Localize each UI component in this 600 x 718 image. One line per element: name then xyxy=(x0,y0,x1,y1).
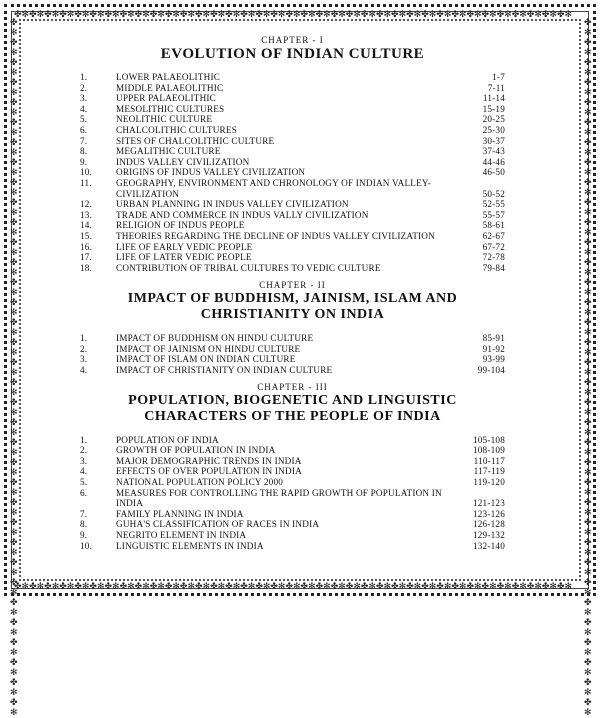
entry-number: 14. xyxy=(80,220,93,231)
entry-title: THEORIES REGARDING THE DECLINE OF INDUS VALLEY CIVILIZATION xyxy=(116,230,435,241)
border-ornament-left: ✤✻✤✻✤✻✤✻✤✻✤✻✤✻✤✻✤✻✤✻✤✻✤✻✤✻✤✻✤✻✤✻✤✻✤✻✤✻✤✻✤✻✤✻✤✻✤✻✤✻✤✻✤✻✤✻✤✻✤✻✤✻✤✻✤✻✤✻✤✻ xyxy=(10,18,18,718)
toc-entry xyxy=(80,344,505,355)
entry-pages: 129-132 xyxy=(472,530,505,540)
entry-title: MESOLITHIC CULTURES xyxy=(116,103,225,114)
entry-pages: 55-57 xyxy=(482,209,505,220)
entry-title: FAMILY PLANNING IN INDIA xyxy=(116,508,244,519)
entry-title: RELIGION OF INDUS PEOPLE xyxy=(116,220,245,231)
entry-pages: 91-92 xyxy=(482,343,505,354)
entry-title: LINGUISTIC ELEMENTS IN INDIA xyxy=(116,540,264,551)
toc-entry xyxy=(80,445,505,456)
entry-pages: 20-25 xyxy=(482,114,505,125)
toc-entry xyxy=(80,519,505,530)
entry-title: GUHA'S CLASSIFICATION OF RACES IN INDIA xyxy=(116,519,320,530)
toc-entry xyxy=(80,220,505,231)
border-ornament-right: ✤✻✤✻✤✻✤✻✤✻✤✻✤✻✤✻✤✻✤✻✤✻✤✻✤✻✤✻✤✻✤✻✤✻✤✻✤✻✤✻✤✻✤✻✤✻✤✻✤✻✤✻✤✻✤✻✤✻✤✻✤✻✤✻✤✻✤✻✤✻ xyxy=(584,18,592,718)
toc-entry xyxy=(80,242,505,253)
entry-title: TRADE AND COMMERCE IN INDUS VALLY CIVILIZATION xyxy=(116,209,369,220)
entry-number: 6. xyxy=(80,487,88,498)
entry-pages: 110-117 xyxy=(473,455,505,466)
toc-entry xyxy=(80,104,505,115)
entry-pages: 7-11 xyxy=(487,82,505,93)
entry-number: 2. xyxy=(80,445,88,456)
toc-entry xyxy=(80,456,505,467)
entry-title: NEOLITHIC CULTURE xyxy=(116,114,213,125)
entry-number: 7. xyxy=(80,508,88,519)
entry-number: 10. xyxy=(80,167,93,178)
entry-pages: 119-120 xyxy=(473,477,505,488)
entry-title: CHALCOLITHIC CULTURES xyxy=(116,124,238,135)
toc-entry xyxy=(80,509,505,520)
entry-pages: 117-119 xyxy=(473,466,505,477)
toc-entry xyxy=(80,488,505,509)
entry-pages: 85-91 xyxy=(482,333,505,344)
entry-pages: 25-30 xyxy=(482,124,505,135)
toc-entry xyxy=(80,157,505,168)
entry-title: MEGALITHIC CULTURE xyxy=(116,146,221,157)
chapter-section xyxy=(80,280,505,375)
toc-entry xyxy=(80,146,505,157)
entry-pages: 62-67 xyxy=(482,230,505,241)
entry-pages: 108-109 xyxy=(472,445,505,456)
entry-number: 12. xyxy=(80,199,93,210)
entry-pages: 37-43 xyxy=(482,146,505,157)
toc-entry xyxy=(80,210,505,221)
chapter-title: IMPACT OF BUDDHISM, JAINISM, ISLAM AND CHRISTIANITY ON INDIA xyxy=(127,291,458,323)
toc-entry xyxy=(80,72,505,83)
chapter-title: POPULATION, BIOGENETIC AND LINGUISTIC CHARACTERS OF THE PEOPLE OF INDIA xyxy=(128,392,457,424)
entry-number: 4. xyxy=(80,365,88,376)
entry-title: URBAN PLANNING IN INDUS VALLEY CIVILIZATION xyxy=(116,199,349,210)
toc-entry xyxy=(80,114,505,125)
entry-number: 6. xyxy=(80,124,88,135)
toc-entry xyxy=(80,231,505,242)
entry-number: 5. xyxy=(80,477,88,488)
toc-entry xyxy=(80,83,505,94)
entry-number: 3. xyxy=(80,93,88,104)
toc-entry xyxy=(80,541,505,552)
entry-title: IMPACT OF ISLAM ON INDIAN CULTURE xyxy=(116,354,296,365)
entry-number: 3. xyxy=(80,455,88,466)
toc-entry xyxy=(80,466,505,477)
entry-title: GEOGRAPHY, ENVIRONMENT AND CHRONOLOGY OF INDIAN VALLEY-CIVILIZATION xyxy=(116,177,431,199)
entry-title: LIFE OF LATER VEDIC PEOPLE xyxy=(116,252,252,263)
entry-number: 1. xyxy=(80,333,88,344)
entry-number: 13. xyxy=(80,209,93,220)
entry-title: CONTRIBUTION OF TRIBAL CULTURES TO VEDIC CULTURE xyxy=(116,262,381,273)
entry-pages: 50-52 xyxy=(482,188,505,199)
entry-title: MIDDLE PALAEOLITHIC xyxy=(116,82,224,93)
entry-title: MAJOR DEMOGRAPHIC TRENDS IN INDIA xyxy=(116,455,302,466)
entry-title: SITES OF CHALCOLITHIC CULTURE xyxy=(116,135,275,146)
entry-pages: 123-126 xyxy=(472,508,505,519)
entry-pages: 44-46 xyxy=(482,156,505,167)
entry-title: IMPACT OF JAINISM ON HINDU CULTURE xyxy=(116,343,301,354)
entry-number: 2. xyxy=(80,82,88,93)
entry-pages: 72-78 xyxy=(482,252,505,263)
toc-entry xyxy=(80,93,505,104)
toc-entry xyxy=(80,263,505,274)
entry-number: 17. xyxy=(80,252,93,263)
entry-number: 11. xyxy=(80,177,92,188)
entry-pages: 67-72 xyxy=(482,241,505,252)
entry-number: 15. xyxy=(80,230,93,241)
entry-title: UPPER PALAEOLITHIC xyxy=(116,93,216,104)
border-ornament-bottom: ✤✻✤✻✤✻✤✻✤✻✤✻✤✻✤✻✤✻✤✻✤✻✤✻✤✻✤✻✤✻✤✻✤✻✤✻✤✻✤✻✤✻✤✻✤✻✤✻✤✻✤✻✤✻✤✻✤✻✤✻✤✻✤✻✤✻✤✻✤✻✤✻✤✻ xyxy=(14,582,573,592)
entry-title: POPULATION OF INDIA xyxy=(116,434,219,445)
border-ornament-top: ✤✻✤✻✤✻✤✻✤✻✤✻✤✻✤✻✤✻✤✻✤✻✤✻✤✻✤✻✤✻✤✻✤✻✤✻✤✻✤✻✤✻✤✻✤✻✤✻✤✻✤✻✤✻✤✻✤✻✤✻✤✻✤✻✤✻✤✻✤✻✤✻✤✻ xyxy=(14,10,573,20)
toc-entry xyxy=(80,199,505,210)
toc-entry xyxy=(80,125,505,136)
entry-pages: 105-108 xyxy=(472,434,505,445)
entry-number: 4. xyxy=(80,466,88,477)
entry-title: LIFE OF EARLY VEDIC PEOPLE xyxy=(116,241,253,252)
entry-title: INDUS VALLEY CIVILIZATION xyxy=(116,156,250,167)
toc-entry xyxy=(80,354,505,365)
entry-pages: 99-104 xyxy=(477,365,505,376)
entry-pages: 126-128 xyxy=(472,519,505,530)
entry-pages: 121-123 xyxy=(472,498,505,509)
entry-number: 18. xyxy=(80,262,93,273)
entry-number: 1. xyxy=(80,72,88,82)
entry-pages: 11-14 xyxy=(482,93,505,104)
entry-pages: 30-37 xyxy=(482,135,505,146)
entry-pages: 15-19 xyxy=(482,103,505,114)
entry-number: 10. xyxy=(80,540,93,551)
toc-entry xyxy=(80,530,505,541)
entry-pages: 132-140 xyxy=(472,540,505,551)
entry-title: IMPACT OF CHRISTIANITY ON INDIAN CULTURE xyxy=(116,365,333,376)
entry-number: 1. xyxy=(80,434,88,445)
chapter-title: EVOLUTION OF INDIAN CULTURE xyxy=(160,46,425,62)
entry-number: 4. xyxy=(80,103,88,114)
toc-entry xyxy=(80,167,505,178)
chapter-label: CHAPTER - I xyxy=(261,35,324,45)
chapter-section xyxy=(80,35,505,273)
entry-title: GROWTH OF POPULATION IN INDIA xyxy=(116,445,276,456)
entry-number: 8. xyxy=(80,146,88,157)
entry-number: 16. xyxy=(80,241,93,252)
toc-entry xyxy=(80,136,505,147)
entry-pages: 93-99 xyxy=(482,354,505,365)
entry-number: 7. xyxy=(80,135,88,146)
entry-title: LOWER PALAEOLITHIC xyxy=(116,72,221,82)
table-of-contents xyxy=(80,35,505,551)
entry-pages: 79-84 xyxy=(482,262,505,273)
entry-pages: 58-61 xyxy=(482,220,505,231)
chapter-label: CHAPTER - II xyxy=(259,280,326,291)
entry-title: MEASURES FOR CONTROLLING THE RAPID GROWTH OF POPULATION IN INDIA xyxy=(116,487,442,509)
toc-entry xyxy=(80,252,505,263)
entry-title: EFFECTS OF OVER POPULATION IN INDIA xyxy=(116,466,302,477)
toc-entry xyxy=(80,435,505,446)
toc-entry xyxy=(80,333,505,344)
entry-number: 9. xyxy=(80,530,88,540)
chapter-label: CHAPTER - III xyxy=(257,381,328,392)
entry-number: 3. xyxy=(80,354,88,365)
toc-entry xyxy=(80,477,505,488)
entry-pages: 52-55 xyxy=(482,199,505,210)
entry-title: ORIGINS OF INDUS VALLEY CIVILIZATION xyxy=(116,167,306,178)
entry-title: NATIONAL POPULATION POLICY 2000 xyxy=(116,477,284,488)
entry-number: 5. xyxy=(80,114,88,125)
entry-pages: 46-50 xyxy=(482,167,505,178)
entry-number: 9. xyxy=(80,156,88,167)
entry-number: 2. xyxy=(80,343,88,354)
chapter-section xyxy=(80,382,505,552)
entry-title: NEGRITO ELEMENT IN INDIA xyxy=(116,530,247,540)
entry-pages: 1-7 xyxy=(492,72,505,82)
toc-entry xyxy=(80,178,505,199)
entry-number: 8. xyxy=(80,519,88,530)
entry-title: IMPACT OF BUDDHISM ON HINDU CULTURE xyxy=(116,333,314,344)
toc-entry xyxy=(80,365,505,376)
